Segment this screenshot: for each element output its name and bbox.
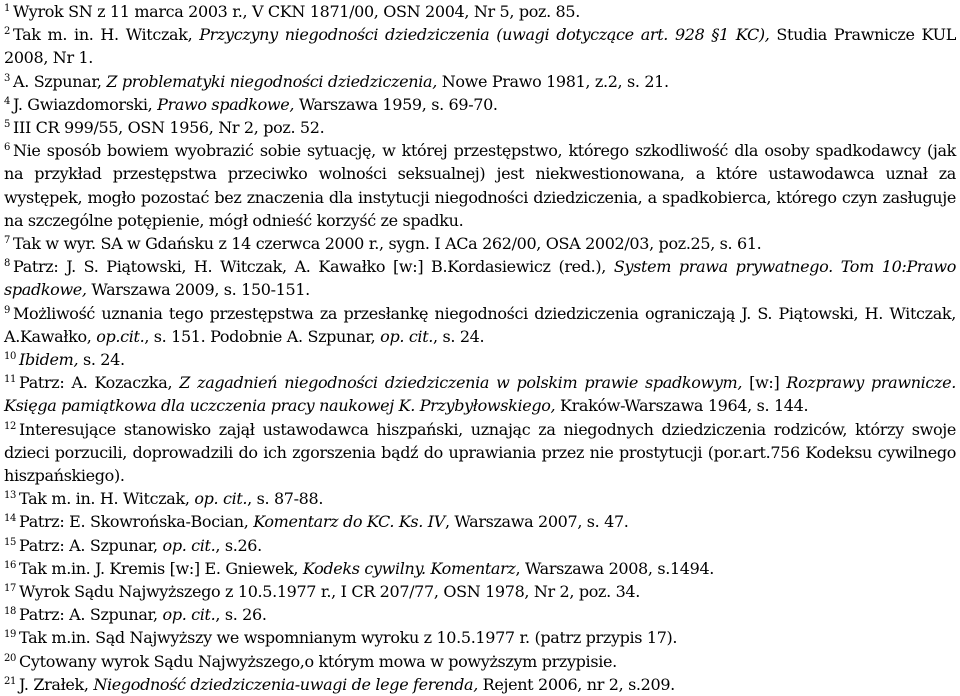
footnote-text: Wyrok SN z 11 marca 2003 r., V CKN 1871/00, OSN 2004, Nr 5, poz. 85. — [13, 2, 580, 21]
footnote-italic-text: Niegodność dziedziczenia-uwagi de lege ferenda, — [93, 674, 478, 694]
footnote-number: 12 — [4, 420, 17, 432]
footnote-6 — [4, 139, 956, 232]
footnote-1 — [4, 0, 956, 23]
footnote-text: , s. 26. — [215, 605, 267, 625]
footnote-number: 21 — [4, 675, 17, 687]
footnote-14 — [4, 510, 956, 533]
footnote-italic-text: System prawa prywatnego. Tom 10:Prawo spadkowe, — [4, 257, 956, 300]
footnote-italic-text: Kodeks cywilny. Komentarz — [302, 558, 516, 578]
footnote-number: 18 — [4, 606, 17, 618]
footnotes-section — [4, 0, 956, 696]
footnote-text: s. 24. — [78, 350, 125, 370]
footnote-number: 3 — [4, 72, 11, 84]
footnote-text: [w:] — [742, 373, 787, 393]
footnote-text: Możliwość uznania tego przestępstwa za przesłankę niegodności dziedziczenia ograniczają J. S. Piątowski, H. Witczak, A.Kawałko, — [4, 303, 956, 346]
footnote-text: J. Gwiazdomorski, — [13, 94, 158, 114]
footnote-9 — [4, 302, 956, 348]
footnote-17 — [4, 580, 956, 603]
footnote-text: Rejent 2006, nr 2, s.209. — [477, 674, 675, 694]
footnote-text: , s. 151. Podobnie A. Szpunar, — [144, 326, 381, 346]
footnote-italic-text: Z zagadnień niegodności dziedziczenia w polskim prawie spadkowym, — [179, 373, 743, 393]
footnote-5 — [4, 116, 956, 139]
footnote-number: 13 — [4, 490, 17, 502]
footnote-number: 2 — [4, 26, 11, 38]
footnote-italic-text: op.cit. — [96, 326, 145, 346]
footnote-italic-text: op. cit. — [380, 326, 434, 346]
footnote-number: 16 — [4, 559, 17, 571]
footnote-number: 6 — [4, 142, 11, 154]
footnote-text: Cytowany wyrok Sądu Najwyższego,o którym mowa w powyższym przypisie. — [19, 651, 617, 671]
footnote-number: 11 — [4, 374, 17, 386]
footnote-text: III CR 999/55, OSN 1956, Nr 2, poz. 52. — [13, 118, 325, 138]
footnote-italic-text: Przyczyny niegodności dziedziczenia (uwagi dotyczące art. 928 §1 KC), — [199, 25, 770, 45]
footnote-8 — [4, 255, 956, 301]
footnote-text: Patrz: A. Szpunar, — [19, 535, 163, 555]
footnote-18 — [4, 603, 956, 626]
footnote-text: Warszawa 1959, s. 69-70. — [294, 94, 498, 114]
footnote-21 — [4, 673, 956, 696]
footnote-text: Tak w wyr. SA w Gdańsku z 14 czerwca 2000 r., sygn. I ACa 262/00, OSA 2002/03, poz.25, s. 61. — [13, 234, 762, 254]
footnote-number: 1 — [4, 3, 11, 14]
footnote-text: J. Zrałek, — [19, 674, 94, 694]
footnote-15 — [4, 534, 956, 557]
footnote-number: 9 — [4, 304, 11, 316]
footnote-2 — [4, 23, 956, 69]
footnote-number: 19 — [4, 629, 17, 641]
footnote-text: , Warszawa 2008, s.1494. — [515, 558, 715, 578]
footnote-10 — [4, 348, 956, 371]
footnote-text: Kraków-Warszawa 1964, s. 144. — [555, 396, 809, 416]
footnote-12 — [4, 418, 956, 488]
footnote-text: Tak m.in. J. Kremis [w:] E. Gniewek, — [19, 558, 303, 578]
footnote-italic-text: Prawo spadkowe, — [157, 94, 295, 114]
footnote-13 — [4, 487, 956, 510]
footnote-text: Warszawa 2009, s. 150-151. — [86, 280, 310, 300]
footnote-text: Patrz: E. Skowrońska-Bocian, — [19, 512, 254, 532]
footnote-text: A. Szpunar, — [13, 71, 107, 91]
footnote-number: 4 — [4, 95, 11, 107]
footnote-text: Wyrok Sądu Najwyższego z 10.5.1977 r., I CR 207/77, OSN 1978, Nr 2, poz. 34. — [19, 582, 640, 602]
footnote-text: , s. 24. — [433, 326, 485, 346]
footnote-text: , s.26. — [215, 535, 262, 555]
footnote-text: , s. 87-88. — [247, 489, 324, 509]
footnote-text: Studia Prawnicze KUL 2008, Nr 1. — [4, 25, 956, 68]
footnote-number: 20 — [4, 652, 17, 664]
footnote-text: Tak m.in. Sąd Najwyższy we wspomnianym wyroku z 10.5.1977 r. (patrz przypis 17). — [19, 628, 678, 648]
footnote-number: 10 — [4, 351, 17, 363]
footnote-text: Tak m. in. H. Witczak, — [13, 25, 200, 45]
footnote-italic-text: Z problematyki niegodności dziedziczenia, — [106, 71, 437, 91]
footnote-7 — [4, 232, 956, 255]
footnote-11 — [4, 371, 956, 417]
footnote-text: Patrz: A. Kozaczka, — [19, 373, 180, 393]
footnote-3 — [4, 70, 956, 93]
footnote-number: 5 — [4, 119, 11, 131]
footnote-number: 8 — [4, 258, 11, 270]
footnote-italic-text: Ibidem, — [19, 350, 79, 370]
footnote-19 — [4, 626, 956, 649]
footnote-text: Patrz: A. Szpunar, — [19, 605, 163, 625]
footnote-text: Patrz: J. S. Piątowski, H. Witczak, A. Kawałko [w:] B.Kordasiewicz (red.), — [13, 257, 614, 277]
footnote-number: 15 — [4, 536, 17, 548]
footnote-4 — [4, 93, 956, 116]
footnote-text: Tak m. in. H. Witczak, — [19, 489, 195, 509]
footnote-italic-text: op. cit. — [162, 535, 216, 555]
footnote-number: 17 — [4, 583, 17, 595]
footnote-16 — [4, 557, 956, 580]
footnote-text: Nie sposób bowiem wyobrazić sobie sytuację, w której przestępstwo, którego szkodliwość dla osoby spadkodawcy (jak na przykład przestępstwa przeciwko wolności seksualnej) jest niekwestionowana, a które ustawodawca uznał za występek, mogło pozostać bez znaczenia dla instytucji niegodności dziedziczenia, a spadkobierca, którego czyn zasługuje na szczególne potępienie, mógł odnieść korzyść ze spadku. — [4, 141, 956, 230]
footnote-20 — [4, 650, 956, 673]
footnote-text: , Warszawa 2007, s. 47. — [444, 512, 629, 532]
footnote-number: 7 — [4, 235, 11, 247]
footnote-text: Nowe Prawo 1981, z.2, s. 21. — [436, 71, 669, 91]
footnote-italic-text: Rozprawy prawnicze. Księga pamiątkowa dla uczczenia pracy naukowej K. Przybyłowskiego, — [4, 373, 956, 416]
footnote-number: 14 — [4, 513, 17, 525]
footnote-italic-text: Komentarz do KC. Ks. IV — [253, 512, 445, 532]
footnote-italic-text: op. cit. — [194, 489, 248, 509]
footnote-italic-text: op. cit. — [162, 605, 216, 625]
footnote-text: Interesujące stanowisko zajął ustawodawca hiszpański, uznając za niegodnych dziedziczenia rodziców, którzy swoje dzieci porzucili, doprowadzili do ich zgorszenia bądź do uprawiania przez nie prostytucji (por.art.756 Kodeksu cywilnego hiszpańskiego). — [4, 419, 956, 486]
